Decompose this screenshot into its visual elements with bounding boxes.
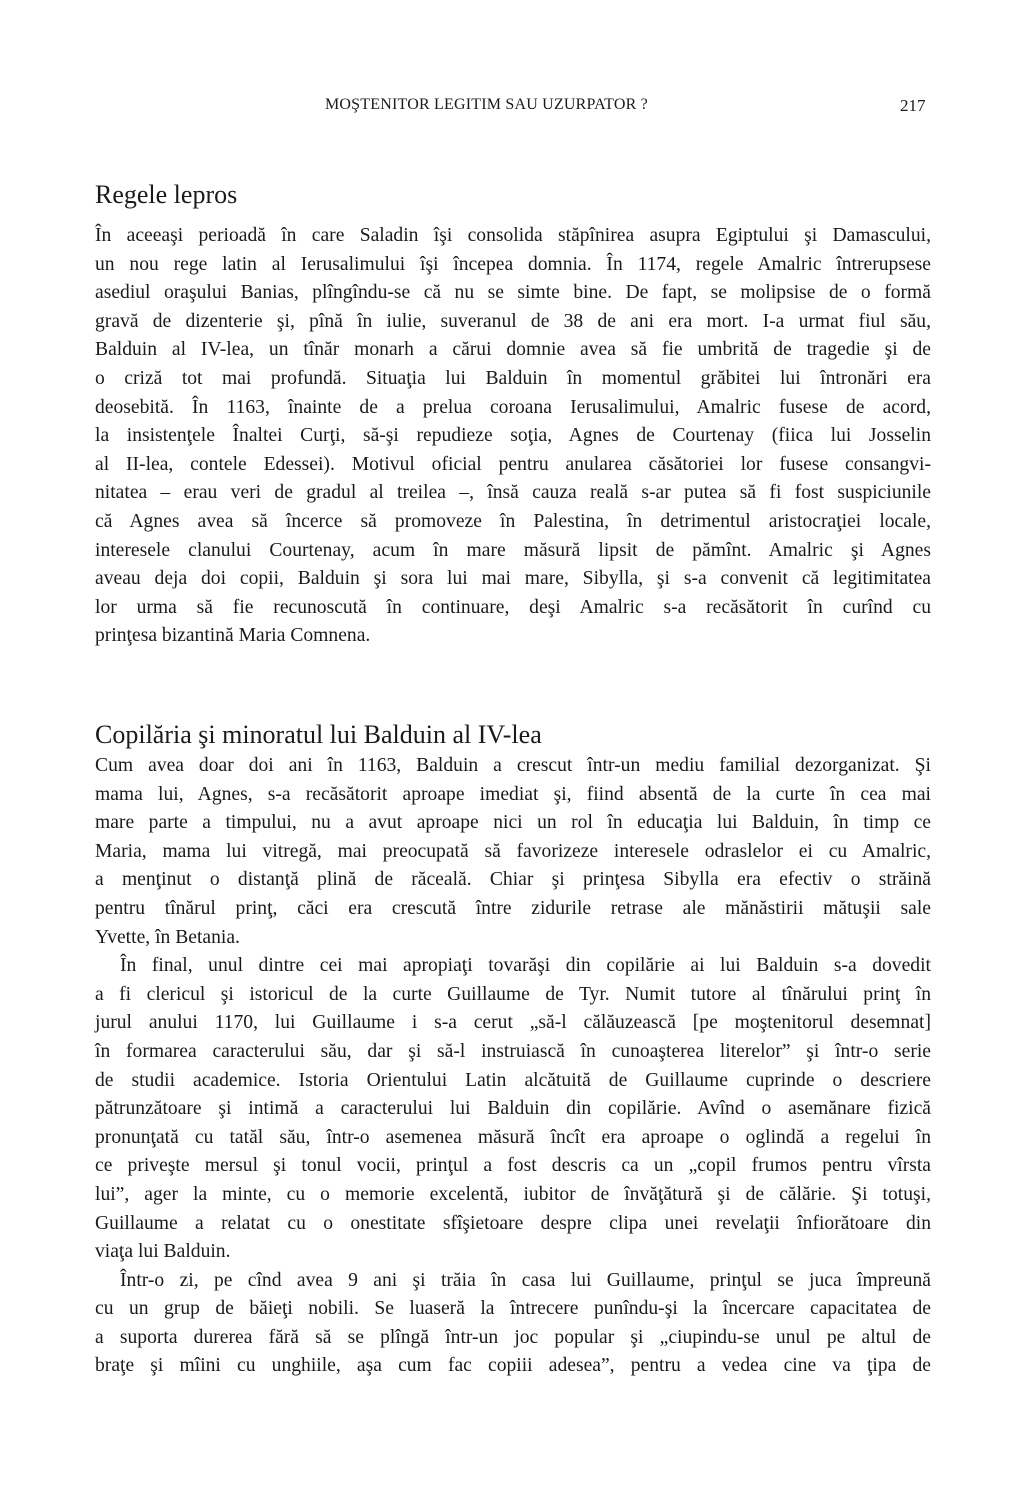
- page-number: 217: [900, 96, 926, 115]
- section-title-regele-lepros: Regele lepros: [95, 180, 238, 209]
- text-line: asediul oraşului Banias, plîngîndu-se că nu se simte bine. De fapt, se molipsise de o formă: [95, 282, 931, 304]
- text-line: pentru tînărul prinţ, căci era crescută între zidurile retrase ale mănăstirii mătuşii sale: [95, 897, 931, 919]
- text-line: un nou rege latin al Ierusalimului îşi începea domnia. În 1174, regele Amalric întrerupsese: [95, 253, 931, 275]
- text-line: gravă de dizenterie şi, pînă în iulie, suveranul de 38 de ani era mort. I-a urmat fiul său,: [95, 310, 931, 332]
- text-line: Guillaume a relatat cu o onestitate sfîşietoare despre clipa unei revelaţii înfiorătoare din: [95, 1212, 931, 1234]
- paragraph: [95, 752, 931, 952]
- text-line: viaţa lui Balduin.: [95, 1241, 231, 1263]
- text-line: În aceeaşi perioadă în care Saladin îşi consolida stăpînirea asupra Egiptului şi Damascului,: [95, 225, 931, 246]
- text-line: o criză tot mai profundă. Situaţia lui Balduin în momentul grăbitei lui întronări era: [95, 367, 931, 389]
- text-line: braţe şi mîini cu unghiile, aşa cum fac copiii adesea”, pentru a vedea cine va ţipa de: [95, 1355, 931, 1377]
- paragraph: [95, 222, 931, 651]
- text-line: mama lui, Agnes, s-a recăsătorit aproape imediat şi, fiind absentă de la curte în cea mai: [95, 783, 931, 805]
- running-title: MOŞTENITOR LEGITIM SAU UZURPATOR ?: [325, 96, 648, 113]
- text-line: jurul anului 1170, lui Guillaume i s-a cerut „să-l călăuzească [pe moştenitorul desemnat]: [95, 1012, 931, 1034]
- text-line: al II-lea, contele Edessei). Motivul oficial pentru anularea căsătoriei lor fusese consangvi-: [95, 453, 931, 475]
- section-title-copilaria: Copilăria şi minoratul lui Balduin al IV-lea: [95, 720, 542, 749]
- text-line: lui”, ager la minte, cu o memorie excelentă, iubitor de învăţătură şi de călărie. Şi totuşi,: [95, 1183, 931, 1205]
- text-line: prinţesa bizantină Maria Comnena.: [95, 625, 371, 647]
- text-line: în formarea caracterului său, dar şi să-l instruiască în cunoaşterea literelor” şi într-o serie: [95, 1040, 931, 1062]
- text-line: cu un grup de băieţi nobili. Se luaseră la întrecere punîndu-şi la încercare capacitatea de: [95, 1298, 931, 1320]
- text-line: a suporta durerea fără să se plîngă într-un joc popular şi „ciupindu-se unul pe altul de: [95, 1326, 931, 1348]
- text-line: pătrunzătoare şi intimă a caracterului lui Balduin din copilărie. Avînd o asemănare fizică: [95, 1098, 931, 1120]
- running-head: [0, 96, 1024, 120]
- text-line: În final, unul dintre cei mai apropiaţi tovarăşi din copilărie ai lui Balduin s-a dovedit: [120, 955, 931, 977]
- text-line: a menţinut o distanţă plină de răceală. Chiar şi prinţesa Sibylla era efectiv o străină: [95, 869, 931, 891]
- text-line: lor urma să fie recunoscută în continuare, deşi Amalric s-a recăsătorit în curînd cu: [95, 596, 931, 618]
- text-line: a fi clericul şi istoricul de la curte Guillaume de Tyr. Numit tutore al tînărului prinţ în: [95, 983, 931, 1005]
- text-line: ce priveşte mersul şi tonul vocii, prinţul a fost descris ca un „copil frumos pentru vîrsta: [95, 1155, 931, 1177]
- text-line: Maria, mama lui vitregă, mai preocupată să favorizeze interesele odraslelor ei cu Amalric,: [95, 840, 931, 862]
- text-line: Yvette, în Betania.: [95, 926, 240, 948]
- section-body-regele-lepros: [95, 222, 931, 651]
- text-line: Într-o zi, pe cînd avea 9 ani şi trăia în casa lui Guillaume, prinţul se juca împreună: [120, 1269, 931, 1291]
- text-line: că Agnes avea să încerce să promoveze în Palestina, în detrimentul aristocraţiei locale,: [95, 510, 931, 532]
- text-line: deosebită. În 1163, înainte de a prelua coroana Ierusalimului, Amalric fusese de acord,: [95, 396, 931, 418]
- paragraph: [95, 1267, 931, 1381]
- text-line: interesele clanului Courtenay, acum în mare măsură lipsit de pămînt. Amalric şi Agnes: [95, 539, 931, 561]
- paragraph: [95, 952, 931, 1267]
- text-line: la insistenţele Înaltei Curţi, să-şi repudieze soţia, Agnes de Courtenay (fiica lui Josselin: [95, 425, 931, 447]
- text-line: Balduin al IV-lea, un tînăr monarh a cărui domnie avea să fie umbrită de tragedie şi de: [95, 339, 931, 361]
- text-line: pronunţată cu tatăl său, într-o asemenea măsură încît era aproape o oglindă a regelui în: [95, 1126, 931, 1148]
- text-line: de studii academice. Istoria Orientului Latin alcătuită de Guillaume cuprinde o descriere: [95, 1069, 931, 1091]
- text-line: aveau deja doi copii, Balduin şi sora lui mai mare, Sibylla, şi s-a convenit că legitimitatea: [95, 568, 931, 590]
- text-line: nitatea – erau veri de gradul al treilea –, însă cauza reală s-ar putea să fi fost suspiciunile: [95, 482, 931, 504]
- section-body-copilaria: [95, 752, 931, 1381]
- text-line: mare parte a timpului, nu a avut aproape nici un rol în educaţia lui Balduin, în timp ce: [95, 812, 931, 834]
- text-line: Cum avea doar doi ani în 1163, Balduin a crescut într-un mediu familial dezorganizat. Şi: [95, 755, 931, 776]
